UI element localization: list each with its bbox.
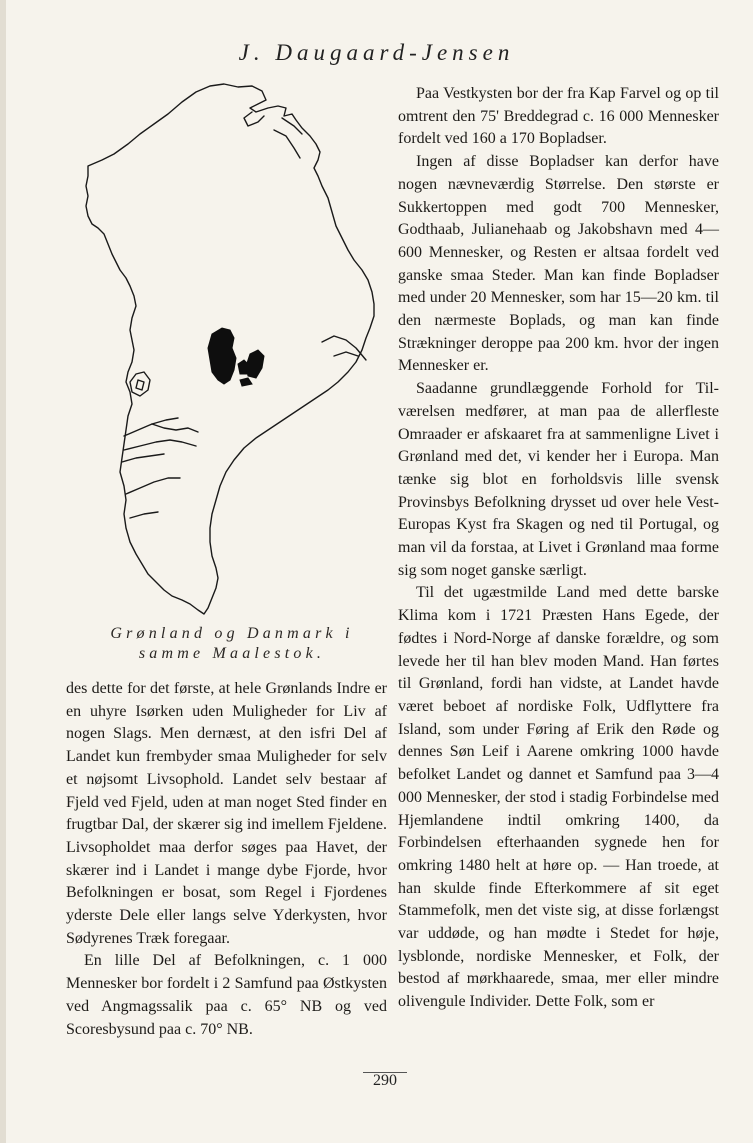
- greenland-denmark-map: [72, 78, 392, 623]
- southwest-fjord-2: [124, 440, 196, 450]
- southwest-fjord-1-branch: [152, 424, 198, 432]
- southwest-fjord-5: [130, 512, 158, 518]
- map-figure: [72, 78, 392, 623]
- paragraph: Paa Vestkysten bor der fra Kap Farvel og op til omtrent den 75' Breddegrad c. 16 000 Mennesker fordelt ved 160 a 170 Bopladser.: [398, 85, 719, 148]
- northwest-bay: [244, 112, 264, 126]
- running-header-author: J. Daugaard-Jensen: [238, 40, 515, 65]
- southwest-fjord-4: [126, 478, 180, 494]
- paragraph: En lille Del af Befolkningen, c. 1 000 Mennesker bor fordelt i 2 Samfund paa Østkysten ved Angmagssalik paa c. 65° NB og ved Scoresbysund paa c. 70° NB.: [66, 952, 387, 1038]
- denmark-silhouette: [208, 328, 264, 386]
- paragraph: des dette for det første, at hele Grønlands Indre er en uhyre Isørken uden Muligheder for Liv af nogen Slags. Men dernæst, at den isfri Del af Landet kun frembyder smaa Muligheder for selv et nøjsomt Livsophold. Landet selv bestaar af Fjeld ved Fjeld, uden at man noget Sted finder en frugtbar Dal, der skærer sig ind imellem Fjeldene. Livsopholdet maa derfor søges paa Havet, der skærer ind i Landet i mange dybe Fjorde, hvor Befolkningen er bosat, som Regel i Fjordenes yderste Dele eller langs selve Yderkysten, hvor Sødyrenes Træk foregaar.: [66, 680, 387, 947]
- southwest-fjord-3: [122, 454, 164, 462]
- north-fjord-2: [274, 130, 300, 158]
- paragraph: Ingen af disse Bopladser kan derfor have nogen nævneværdig Størrelse. Den største er Sukkertoppen med godt 700 Mennesker, Godthaab, Julianehaab og Jakobshavn med 4—600 Mennesker, og Resten er altsaa fordelt ved ganske smaa Steder. Man kan finde Bopladser med under 20 Mennesker, som har 15—20 km. til den nærmeste Boplads, og man kan finde Strækninger deroppe paa 200 km. hvor der ingen Mennesker er.: [398, 153, 719, 375]
- north-fjord-1: [282, 118, 302, 134]
- right-column: [398, 83, 719, 1014]
- lolland: [240, 378, 252, 386]
- west-lake: [130, 372, 150, 396]
- page-number: 290: [373, 1072, 397, 1089]
- caption-line-1: Grønland og Danmark i: [110, 625, 354, 642]
- caption-line-2: samme Maalestok.: [138, 645, 326, 662]
- zealand: [246, 350, 264, 378]
- west-lake-inner: [136, 380, 144, 390]
- southwest-fjord-1: [124, 418, 178, 436]
- paragraph: Til det ugæstmilde Land med dette barske Klima kom i 1721 Præsten Hans Egede, der fødtes i Nord-Norge af danske forældre, og som levede her til han blev moden Mand. Han førtes til Grønland, fordi han vidste, at Landet havde været beboet af nordiske Folk, Udflyttere fra Island, som under Føring af Erik den Røde og dennes Søn Leif i Aarene omkring 1000 havde befolket Landet og dannet et Samfund paa 3—4 000 Mennesker, der stod i stadig Forbindelse med Hjemlandene indtil omkring 1400, da Forbindelsen efterhaanden sygnede hen for omkring 1480 helt at høre op. — Han troede, at han skulde finde Efterkommere af sit eget Stammefolk, men det viste sig, at disse forlængst var uddøde, og han mødte i Stedet for høje, lysblonde, nordiske Mennesker, et Folk, der bestod af mørkhaarede, smaa, mer eller mindre olivengule Individer. Dette Folk, som er: [398, 584, 719, 1011]
- page-edge: [0, 0, 6, 1143]
- left-column: [66, 678, 387, 1041]
- jutland: [208, 328, 236, 384]
- east-fjord-branch: [334, 352, 358, 356]
- figure-caption: [74, 624, 390, 664]
- paragraph: Saadanne grundlæggende Forhold for Tilværelsen medfører, at man paa de allerfleste Omraader er afskaaret fra at sammenligne Livet i Grønland med det, vi kender her i Europa. Man tænke sig blot en forholdsvis lille svensk Provinsbys Befolkning drysset ud over hele Vest-Europas Kyst fra Skagen og ned til Portugal, og man vil da forstaa, at Livet i Grønland maa forme sig som noget ganske særligt.: [398, 380, 719, 579]
